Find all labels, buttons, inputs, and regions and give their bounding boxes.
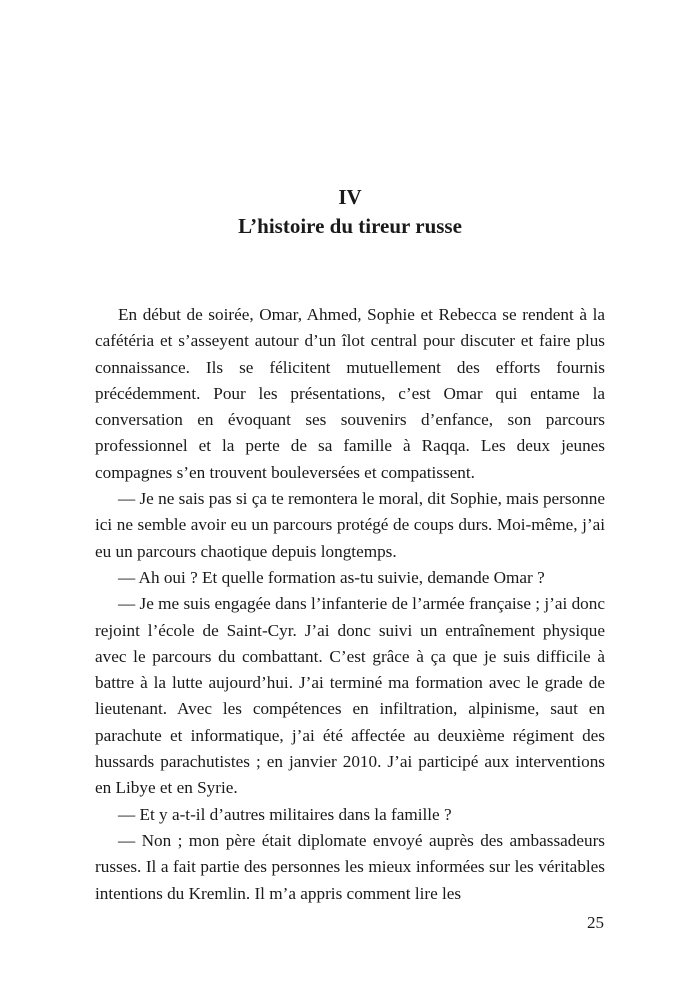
chapter-number: IV (338, 185, 362, 209)
body-text (95, 302, 605, 907)
paragraph: En début de soirée, Omar, Ahmed, Sophie et Rebecca se rendent à la cafétéria et s’asseyent autour d’un îlot central pour discuter et faire plus connaissance. Ils se félicitent mutuellement des efforts fournis précédemment. Pour les présentations, c’est Omar qui entame la conversation en évoquant ses souvenirs d’enfance, son parcours professionnel et la perte de sa famille à Raqqa. Les deux jeunes compagnes s’en trouvent bouleversées et compatissent. (95, 305, 605, 482)
page-number: 25 (587, 913, 604, 932)
paragraph: — Non ; mon père était diplomate envoyé auprès des ambassadeurs russes. Il a fait partie des personnes les mieux informées sur les véritables intentions du Kremlin. Il m’a appris comment lire les (95, 830, 605, 903)
chapter-title: L’histoire du tireur russe (238, 214, 462, 238)
paragraph: — Et y a-t-il d’autres militaires dans la famille ? (118, 804, 452, 824)
paragraph: — Ah oui ? Et quelle formation as-tu suivie, demande Omar ? (118, 567, 545, 587)
paragraph: — Je ne sais pas si ça te remontera le moral, dit Sophie, mais personne ici ne semble avoir eu un parcours protégé de coups durs. Moi-même, j’ai eu un parcours chaotique depuis longtemps. (95, 489, 605, 561)
paragraph: — Je me suis engagée dans l’infanterie de l’armée française ; j’ai donc rejoint l’école de Saint-Cyr. J’ai donc suivi un entraînement physique avec le parcours du combattant. C’est grâce à ça que je suis difficile à battre à la lutte aujourd’hui. J’ai terminé ma formation avec le grade de lieutenant. Avec les compétences en infiltration, alpinisme, saut en parachute et informatique, j’ai été affectée au deuxième régiment des hussards parachutistes ; en janvier 2010. J’ai participé aux interventions en Libye et en Syrie. (95, 594, 605, 798)
